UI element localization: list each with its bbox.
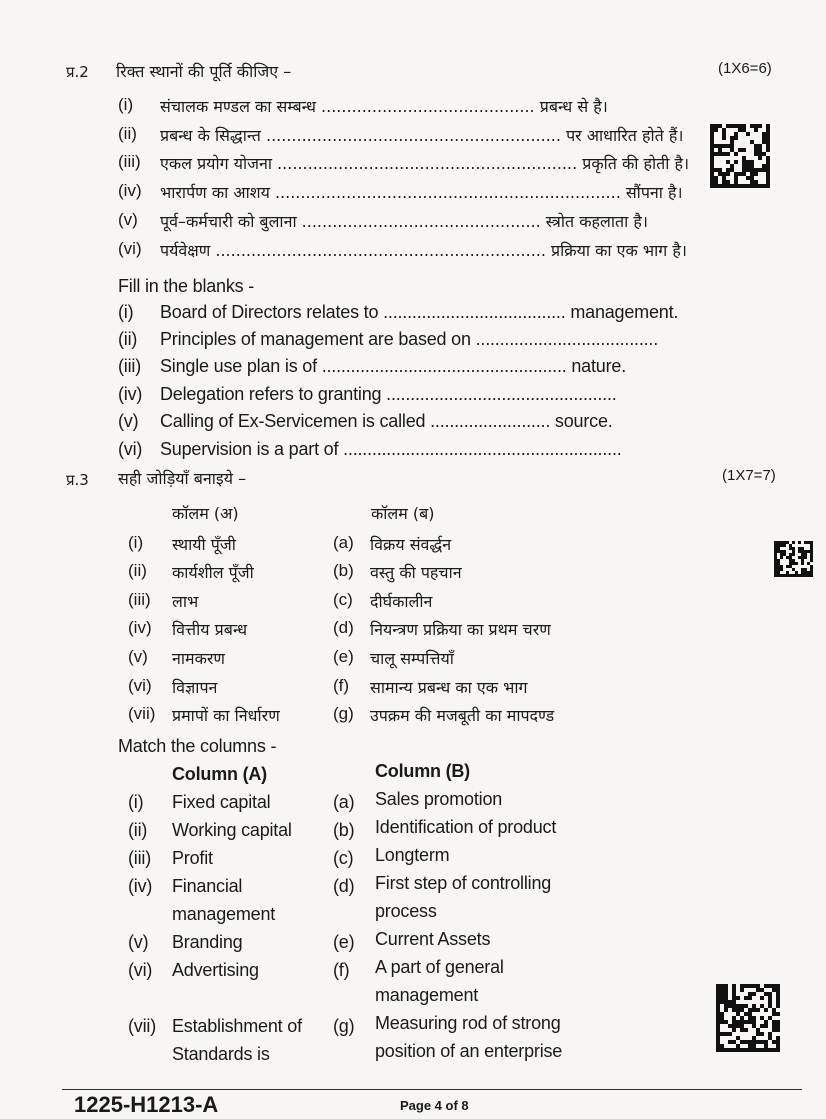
q3-english-row-col-a: Establishment of [172,1016,302,1036]
q3-marks: (1X7=7) [722,467,776,484]
q2-title-hindi: रिक्त स्थानों की पूर्ति कीजिए – [116,62,292,81]
q3-english-row-col-a: Standards is [172,1044,270,1064]
q2-english-item-numeral: (iv) [118,384,143,404]
datamatrix-code-bottom [716,984,782,1052]
q3-english-row-col-a: Working capital [172,820,292,840]
q3-hindi-row-col-b: सामान्य प्रबन्ध का एक भाग [370,678,528,697]
q3-english-row-numeral: (vii) [128,1016,156,1036]
q2-hindi-item-numeral: (v) [118,210,138,229]
q3-col-a-english: Column (A) [172,764,267,784]
q3-english-row-col-b: Measuring rod of strong [375,1013,561,1033]
q3-english-row-numeral: (i) [128,792,144,812]
q3-english-row-col-b: Longterm [375,845,450,865]
q3-hindi-row-letter: (f) [333,676,350,695]
q3-hindi-row-col-b: वस्तु की पहचान [370,563,462,582]
q2-english-item-text: Board of Directors relates to ...................................... management. [160,302,679,322]
q3-english-row-col-a: Advertising [172,960,259,980]
q3-hindi-row-col-b: दीर्घकालीन [370,592,433,611]
q2-hindi-item-text: संचालक मण्डल का सम्बन्ध .......................................... प्रबन्ध से है। [160,97,608,116]
q2-english-item-text: Single use plan is of ................................................... nature. [160,356,626,376]
q2-hindi-item-numeral: (iii) [118,152,141,171]
footer-rule [62,1089,802,1090]
q3-hindi-row-letter: (e) [333,647,354,666]
q3-title-hindi: सही जोड़ियाँ बनाइये – [118,469,247,488]
q2-english-item-numeral: (i) [118,302,134,322]
q2-hindi-item-text: भारार्पण का आशय .................................................................... सौंपना है। [160,183,683,202]
q2-marks: (1X6=6) [718,60,772,77]
q2-english-item-numeral: (vi) [118,439,143,459]
q2-hindi-item-text: प्रबन्ध के सिद्धान्त .......................................................... पर आधारित होते हैं। [160,126,684,145]
q3-english-row-letter: (a) [333,792,355,812]
q3-col-b-english: Column (B) [375,761,470,781]
q3-hindi-row-col-a: विज्ञापन [172,678,218,697]
q3-english-row-letter: (c) [333,848,354,868]
q2-english-item-text: Delegation refers to granting ................................................ [160,384,617,404]
q3-hindi-row-col-a: वित्तीय प्रबन्ध [172,620,248,639]
q3-english-row-col-b: A part of general [375,957,504,977]
q2-hindi-item-text: पूर्व–कर्मचारी को बुलाना ............................................... स्त्रोत कहलाता है। [160,212,648,231]
q3-hindi-row-numeral: (vi) [128,676,152,695]
q3-english-row-col-a: Branding [172,932,243,952]
datamatrix-code-top [710,124,772,188]
q3-english-row-numeral: (iv) [128,876,153,896]
q3-english-row-col-a: Financial [172,876,243,896]
q3-english-row-col-b: management [375,985,479,1005]
q2-english-item-numeral: (v) [118,411,139,431]
q2-hindi-item-text: एकल प्रयोग योजना ........................................................... प्रकृति की होती है। [160,154,690,173]
q3-hindi-row-col-a: नामकरण [172,649,225,668]
q3-hindi-row-col-a: स्थायी पूँजी [172,535,236,554]
q3-hindi-row-letter: (b) [333,561,354,580]
q3-english-row-numeral: (vi) [128,960,153,980]
q3-english-row-col-b: First step of controlling [375,873,552,893]
q3-hindi-row-numeral: (ii) [128,561,147,580]
q2-hindi-item-numeral: (ii) [118,124,137,143]
q3-title-english: Match the columns - [118,736,277,756]
qr-code-small [774,541,814,579]
q3-english-row-col-b: process [375,901,437,921]
q2-english-item-text: Calling of Ex-Servicemen is called ......................... source. [160,411,613,431]
q2-hindi-item-numeral: (vi) [118,239,142,258]
q3-hindi-row-numeral: (iv) [128,618,152,637]
q3-english-row-col-b: Sales promotion [375,789,503,809]
q3-hindi-row-numeral: (iii) [128,590,151,609]
q3-hindi-row-numeral: (i) [128,533,144,552]
q2-english-item-text: Principles of management are based on ...................................... [160,329,659,349]
q3-hindi-row-col-a: लाभ [172,592,199,611]
q3-english-row-numeral: (iii) [128,848,151,868]
q3-english-row-numeral: (ii) [128,820,148,840]
q3-english-row-col-b: position of an enterprise [375,1041,563,1061]
q3-hindi-row-letter: (a) [333,533,354,552]
q3-english-row-col-a: Fixed capital [172,792,271,812]
q2-hindi-item-text: पर्यवेक्षण ................................................................. प्रक्रिया का एक भाग है। [160,241,687,260]
q2-number: प्र.2 [66,63,89,81]
q3-english-row-col-a: management [172,904,276,924]
q2-hindi-item-numeral: (iv) [118,181,142,200]
q3-col-a-hindi: कॉलम (अ) [172,504,239,523]
q2-hindi-item-numeral: (i) [118,95,134,114]
q3-english-row-col-a: Profit [172,848,213,868]
q2-title-english: Fill in the blanks - [118,276,255,296]
q2-english-item-numeral: (ii) [118,329,138,349]
paper-code: 1225-H1213-A [74,1092,219,1117]
q3-hindi-row-numeral: (vii) [128,704,156,723]
q3-english-row-letter: (f) [333,960,350,980]
q3-english-row-col-b: Identification of product [375,817,557,837]
q3-hindi-row-letter: (g) [333,704,354,723]
page-number: Page 4 of 8 [400,1098,469,1113]
q3-hindi-row-letter: (d) [333,618,354,637]
q3-hindi-row-col-b: उपक्रम की मजबूती का मापदण्ड [370,706,555,725]
q3-hindi-row-numeral: (v) [128,647,148,666]
q3-hindi-row-letter: (c) [333,590,353,609]
q3-english-row-letter: (b) [333,820,355,840]
q3-english-row-numeral: (v) [128,932,149,952]
q3-english-row-letter: (g) [333,1016,355,1036]
q3-english-row-letter: (d) [333,876,355,896]
q3-hindi-row-col-b: चालू सम्पत्तियाँ [370,649,454,668]
q3-hindi-row-col-a: कार्यशील पूँजी [172,563,254,582]
q2-english-item-numeral: (iii) [118,356,141,376]
q3-hindi-row-col-b: विक्रय संवर्द्धन [370,535,452,554]
q2-english-item-text: Supervision is a part of .......................................................... [160,439,622,459]
q3-number: प्र.3 [66,471,89,489]
q3-hindi-row-col-b: नियन्त्रण प्रक्रिया का प्रथम चरण [370,620,551,639]
q3-english-row-letter: (e) [333,932,355,952]
q3-english-row-col-b: Current Assets [375,929,491,949]
q3-col-b-hindi: कॉलम (ब) [371,504,435,523]
q3-hindi-row-col-a: प्रमापों का निर्धारण [172,706,280,725]
